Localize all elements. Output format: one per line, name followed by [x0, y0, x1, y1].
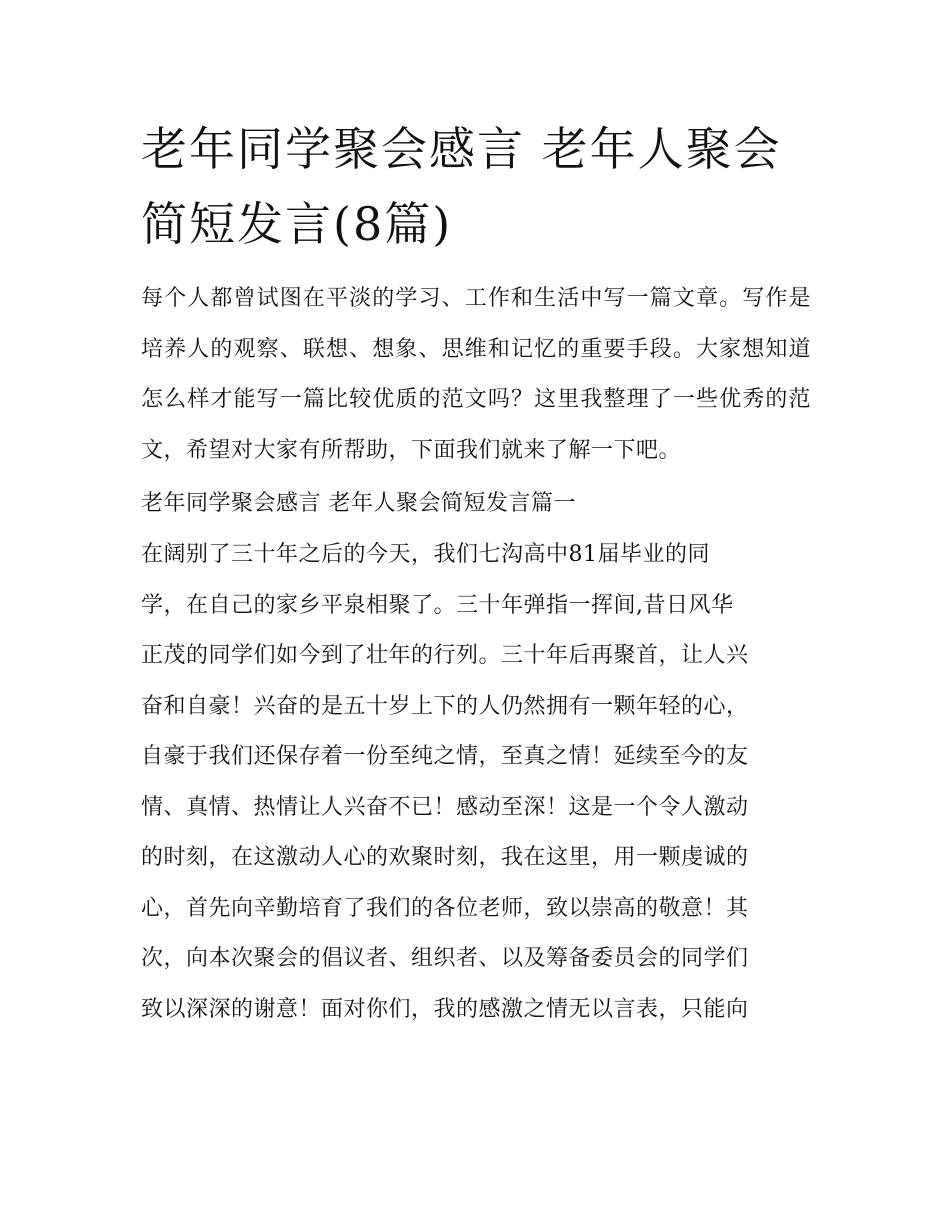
body-line: 次，向本次聚会的倡议者、组织者、以及筹备委员会的同学们	[141, 946, 749, 971]
body-line: 情、真情、热情让人兴奋不已！感动至深！这是一个令人激动	[141, 794, 749, 820]
intro-paragraph: 每个人都曾试图在平淡的学习、工作和生活中写一篇文章。写作是培养人的观察、联想、想象、思维和记忆的重要手段。大家想知道怎么样才能写一篇比较优质的范文吗？这里我整理了一些优秀的范文，希望对大家有所帮助，下面我们就来了解一下吧。	[141, 286, 811, 463]
body-line: 学，在自己的家乡平泉相聚了。三十年弹指一挥间,昔日风华	[141, 592, 734, 618]
document-content	[141, 112, 811, 1035]
section-heading: 老年同学聚会感言 老年人聚会简短发言篇一	[141, 491, 576, 516]
body-line: 在阔别了三十年之后的今天，我们七沟高中81届毕业的同	[141, 542, 710, 567]
document-title: 老年同学聚会感言 老年人聚会简短发言(8篇)	[141, 122, 782, 251]
body-line: 心，首先向辛勤培育了我们的各位老师，致以崇高的敬意！其	[141, 895, 749, 921]
body-line: 正茂的同学们如今到了壮年的行列。三十年后再聚首，让人兴	[141, 643, 749, 668]
body-line: 奋和自豪！兴奋的是五十岁上下的人仍然拥有一颗年轻的心，	[141, 693, 749, 719]
body-line: 自豪于我们还保存着一份至纯之情，至真之情！延续至今的友	[141, 744, 749, 769]
body-paragraph	[141, 530, 811, 1035]
body-line: 致以深深的谢意！面对你们，我的感激之情无以言表，只能向	[141, 996, 749, 1022]
body-line: 的时刻，在这激动人心的欢聚时刻，我在这里，用一颗虔诚的	[141, 845, 749, 870]
